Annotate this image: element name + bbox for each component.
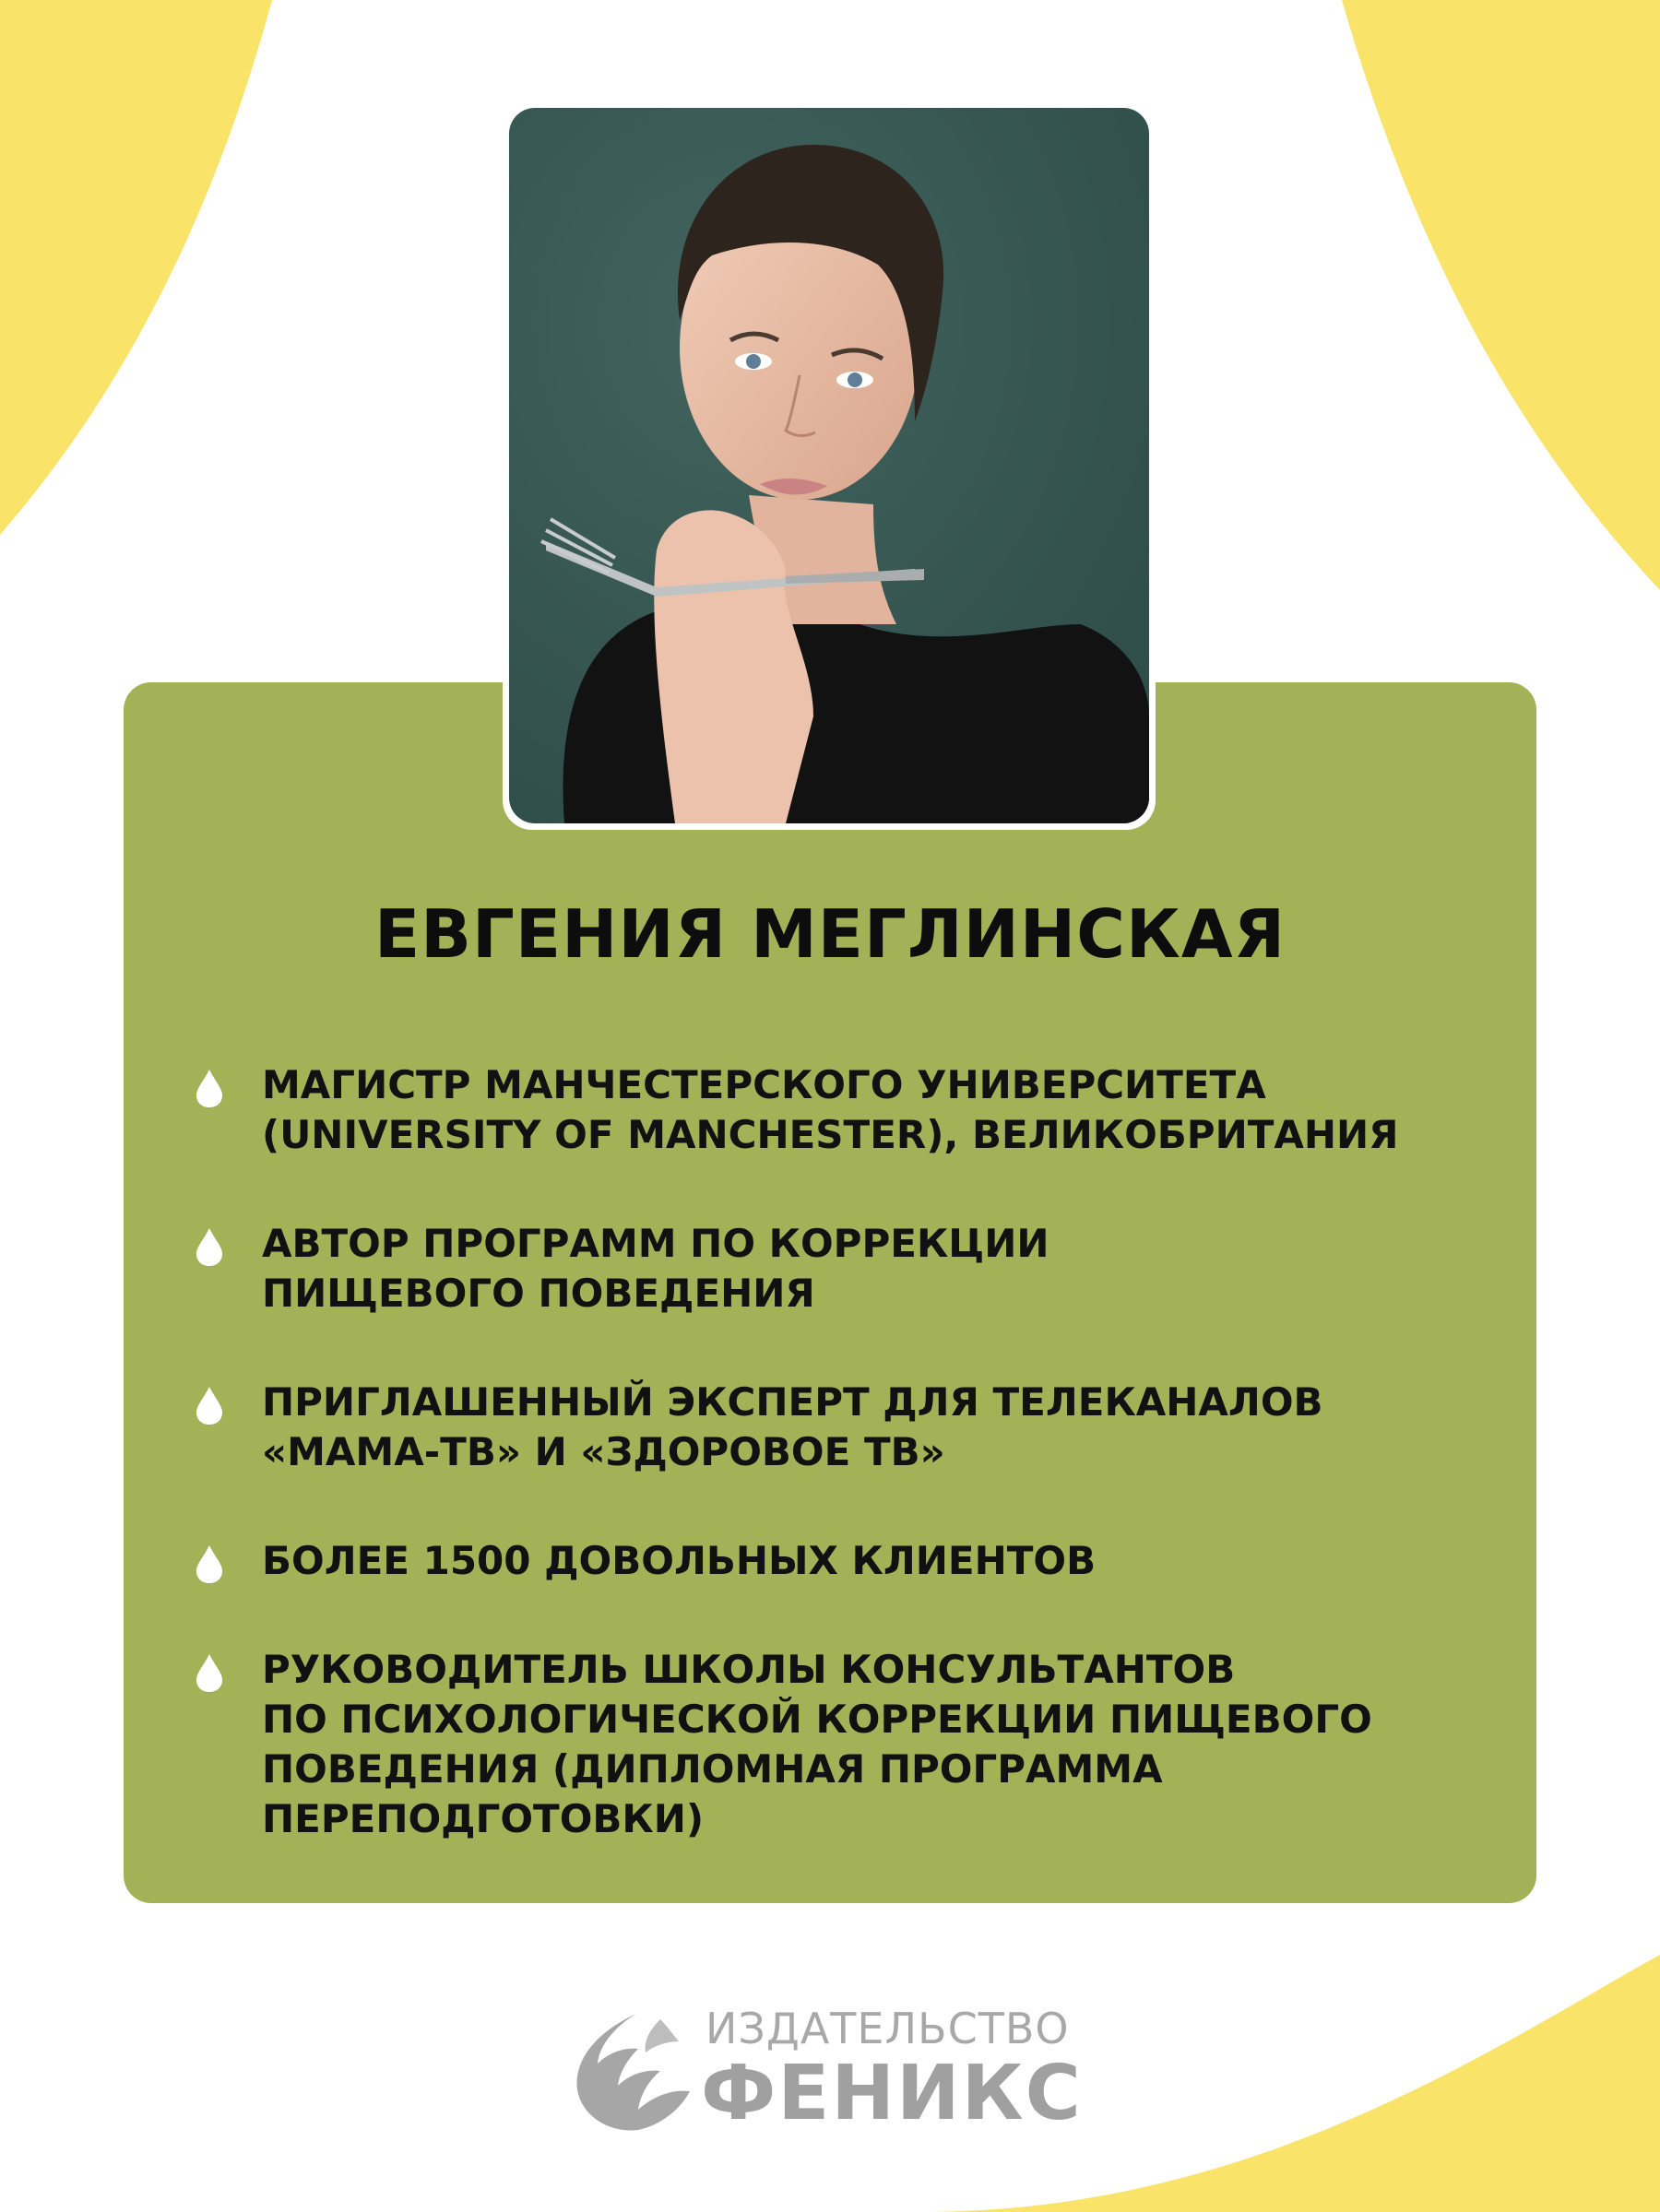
drop-icon: [194, 1544, 225, 1584]
bio-item: [194, 1060, 1485, 1160]
phoenix-logo-icon: [572, 2006, 696, 2135]
bio-item-line: (UNIVERSITY OF MANCHESTER), ВЕЛИКОБРИТАНИЯ: [262, 1112, 1399, 1157]
publisher-label: ИЗДАТЕЛЬСТВО: [706, 2004, 1070, 2053]
publisher-logo: [572, 2001, 1088, 2139]
portrait-frame: [503, 104, 1156, 830]
bio-item-line: ПРИГЛАШЕННЫЙ ЭКСПЕРТ ДЛЯ ТЕЛЕКАНАЛОВ: [262, 1379, 1323, 1425]
drop-icon: [194, 1226, 225, 1267]
bio-item: [194, 1645, 1485, 1844]
author-name: ЕВГЕНИЯ МЕГЛИНСКАЯ: [374, 895, 1286, 973]
bio-list: [194, 1060, 1485, 1903]
bio-item: [194, 1536, 1485, 1586]
bio-item-line: МАГИСТР МАНЧЕСТЕРСКОГО УНИВЕРСИТЕТА: [262, 1062, 1266, 1107]
drop-icon: [194, 1652, 225, 1693]
drop-icon: [194, 1068, 225, 1108]
bio-item-line: БОЛЕЕ 1500 ДОВОЛЬНЫХ КЛИЕНТОВ: [262, 1538, 1097, 1583]
bio-item-line: АВТОР ПРОГРАММ ПО КОРРЕКЦИИ: [262, 1221, 1049, 1266]
portrait-photo: [509, 108, 1149, 823]
bio-item-line: ПЕРЕПОДГОТОВКИ): [262, 1796, 705, 1841]
bio-item-line: ПИЩЕВОГО ПОВЕДЕНИЯ: [262, 1271, 815, 1316]
bio-item-line: ПО ПСИХОЛОГИЧЕСКОЙ КОРРЕКЦИИ ПИЩЕВОГО: [262, 1697, 1372, 1742]
bio-item: [194, 1378, 1485, 1477]
bio-item-line: РУКОВОДИТЕЛЬ ШКОЛЫ КОНСУЛЬТАНТОВ: [262, 1647, 1236, 1692]
bio-item: [194, 1219, 1485, 1319]
drop-icon: [194, 1385, 225, 1425]
bio-item-line: ПОВЕДЕНИЯ (ДИПЛОМНАЯ ПРОГРАММА: [262, 1746, 1163, 1792]
publisher-name: ФЕНИКС: [701, 2050, 1083, 2137]
bio-item-line: «МАМА-ТВ» И «ЗДОРОВОЕ ТВ»: [262, 1429, 945, 1474]
